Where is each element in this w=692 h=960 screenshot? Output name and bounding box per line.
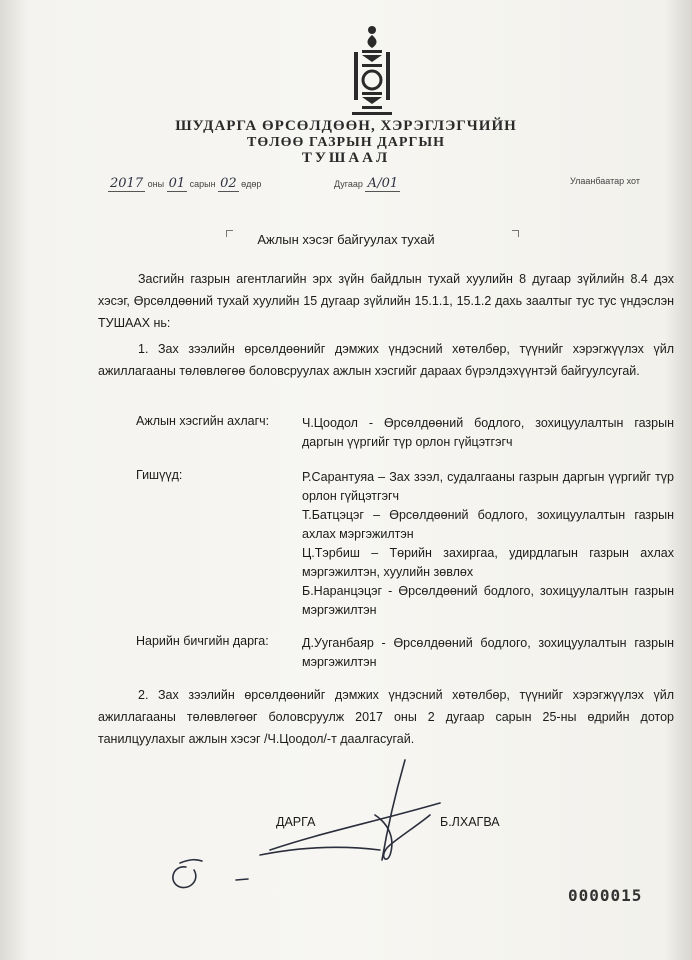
date-year-suffix: оны xyxy=(147,179,165,189)
serial-number: 0000015 xyxy=(568,886,643,905)
document-type: ТУШААЛ xyxy=(301,150,391,166)
agency-name-line1: ШУДАРГА ӨРСӨЛДӨӨН, ХЭРЭГЛЭГЧИЙН xyxy=(175,118,517,134)
city: Улаанбаатар хот xyxy=(570,176,640,186)
date-year: 2017 xyxy=(110,176,144,191)
date-line xyxy=(108,176,261,192)
head-label: Ажлын хэсгийн ахлагч: xyxy=(136,414,270,428)
signatory-name: Б.ЛХАГВА xyxy=(440,815,500,829)
signature-scribble-icon xyxy=(150,755,480,905)
order-number xyxy=(334,176,400,192)
date-month-suffix: сарын xyxy=(189,179,216,189)
preamble: Засгийн газрын агентлагийн эрх зүйн байдлын тухай хуулийн 8 дугаар зүйлийн 8.4 дэх хэсэг, Өрсөлдөөний тухай хуулийн 15 дугаар зүйлийн 15.1.1, 15.1.2 дахь заалтыг тус тус үндэслэн ТУШААХ нь: xyxy=(98,272,674,330)
head-value: Ч.Цоодол - Өрсөлдөөний бодлого, зохицуулалтын газрын даргын үүргийг түр орлон гүйцэтгэгч xyxy=(302,416,674,449)
clause-2: 2. Зах зээлийн өрсөлдөөнийг дэмжих үндэсний хөтөлбөр, түүнийг хэрэгжүүлэх үйл ажиллагааны төлөвлөгөөг боловсруулж 2017 оны 2 дугаар сарын 25-ны өдрийн дотор танилцуулахыг ажлын хэсэг /Ч.Цоодол/-т даалгасугай. xyxy=(98,688,674,746)
document-title: Ажлын хэсэг байгуулах тухай xyxy=(257,232,435,247)
signatory-position: ДАРГА xyxy=(276,815,316,829)
member-item: Т.Батцэцэг – Өрсөлдөөний бодлого, зохицуулалтын газрын ахлах мэргэжилтэн xyxy=(302,508,674,541)
members-list xyxy=(302,468,674,620)
secretary-value: Д.Ууганбаяр - Өрсөлдөөний бодлого, зохицуулалтын газрын мэргэжилтэн xyxy=(302,636,674,669)
members-label: Гишүүд: xyxy=(136,468,183,482)
date-day: 02 xyxy=(220,176,237,191)
order-number-label: Дугаар xyxy=(334,179,363,189)
clause-1: 1. Зах зээлийн өрсөлдөөнийг дэмжих үндэсний хөтөлбөр, түүнийг хэрэгжүүлэх үйл ажиллагааны төлөвлөгөө боловсруулах ажлын хэсгийг дараах бүрэлдэхүүнтэй байгуулсугай. xyxy=(98,342,674,378)
soyombo-emblem-icon xyxy=(352,22,392,120)
date-day-suffix: өдөр xyxy=(241,179,262,189)
member-item: Б.Наранцэцэг - Өрсөлдөөний бодлого, зохицуулалтын газрын мэргэжилтэн xyxy=(302,584,674,617)
date-month: 01 xyxy=(168,176,186,191)
agency-name-line2: ТӨЛӨӨ ГАЗРЫН ДАРГЫН xyxy=(247,135,445,150)
secretary-label: Нарийн бичгийн дарга: xyxy=(136,634,269,648)
member-item: Ц.Тэрбиш – Төрийн захиргаа, удирдлагын газрын ахлах мэргэжилтэн, хуулийн зөвлөх xyxy=(302,546,674,579)
order-number-value: А/01 xyxy=(367,176,399,191)
member-item: Р.Сарантуяа – Зах зээл, судалгааны газрын даргын үүргийг түр орлон гүйцэтгэгч xyxy=(302,470,674,503)
